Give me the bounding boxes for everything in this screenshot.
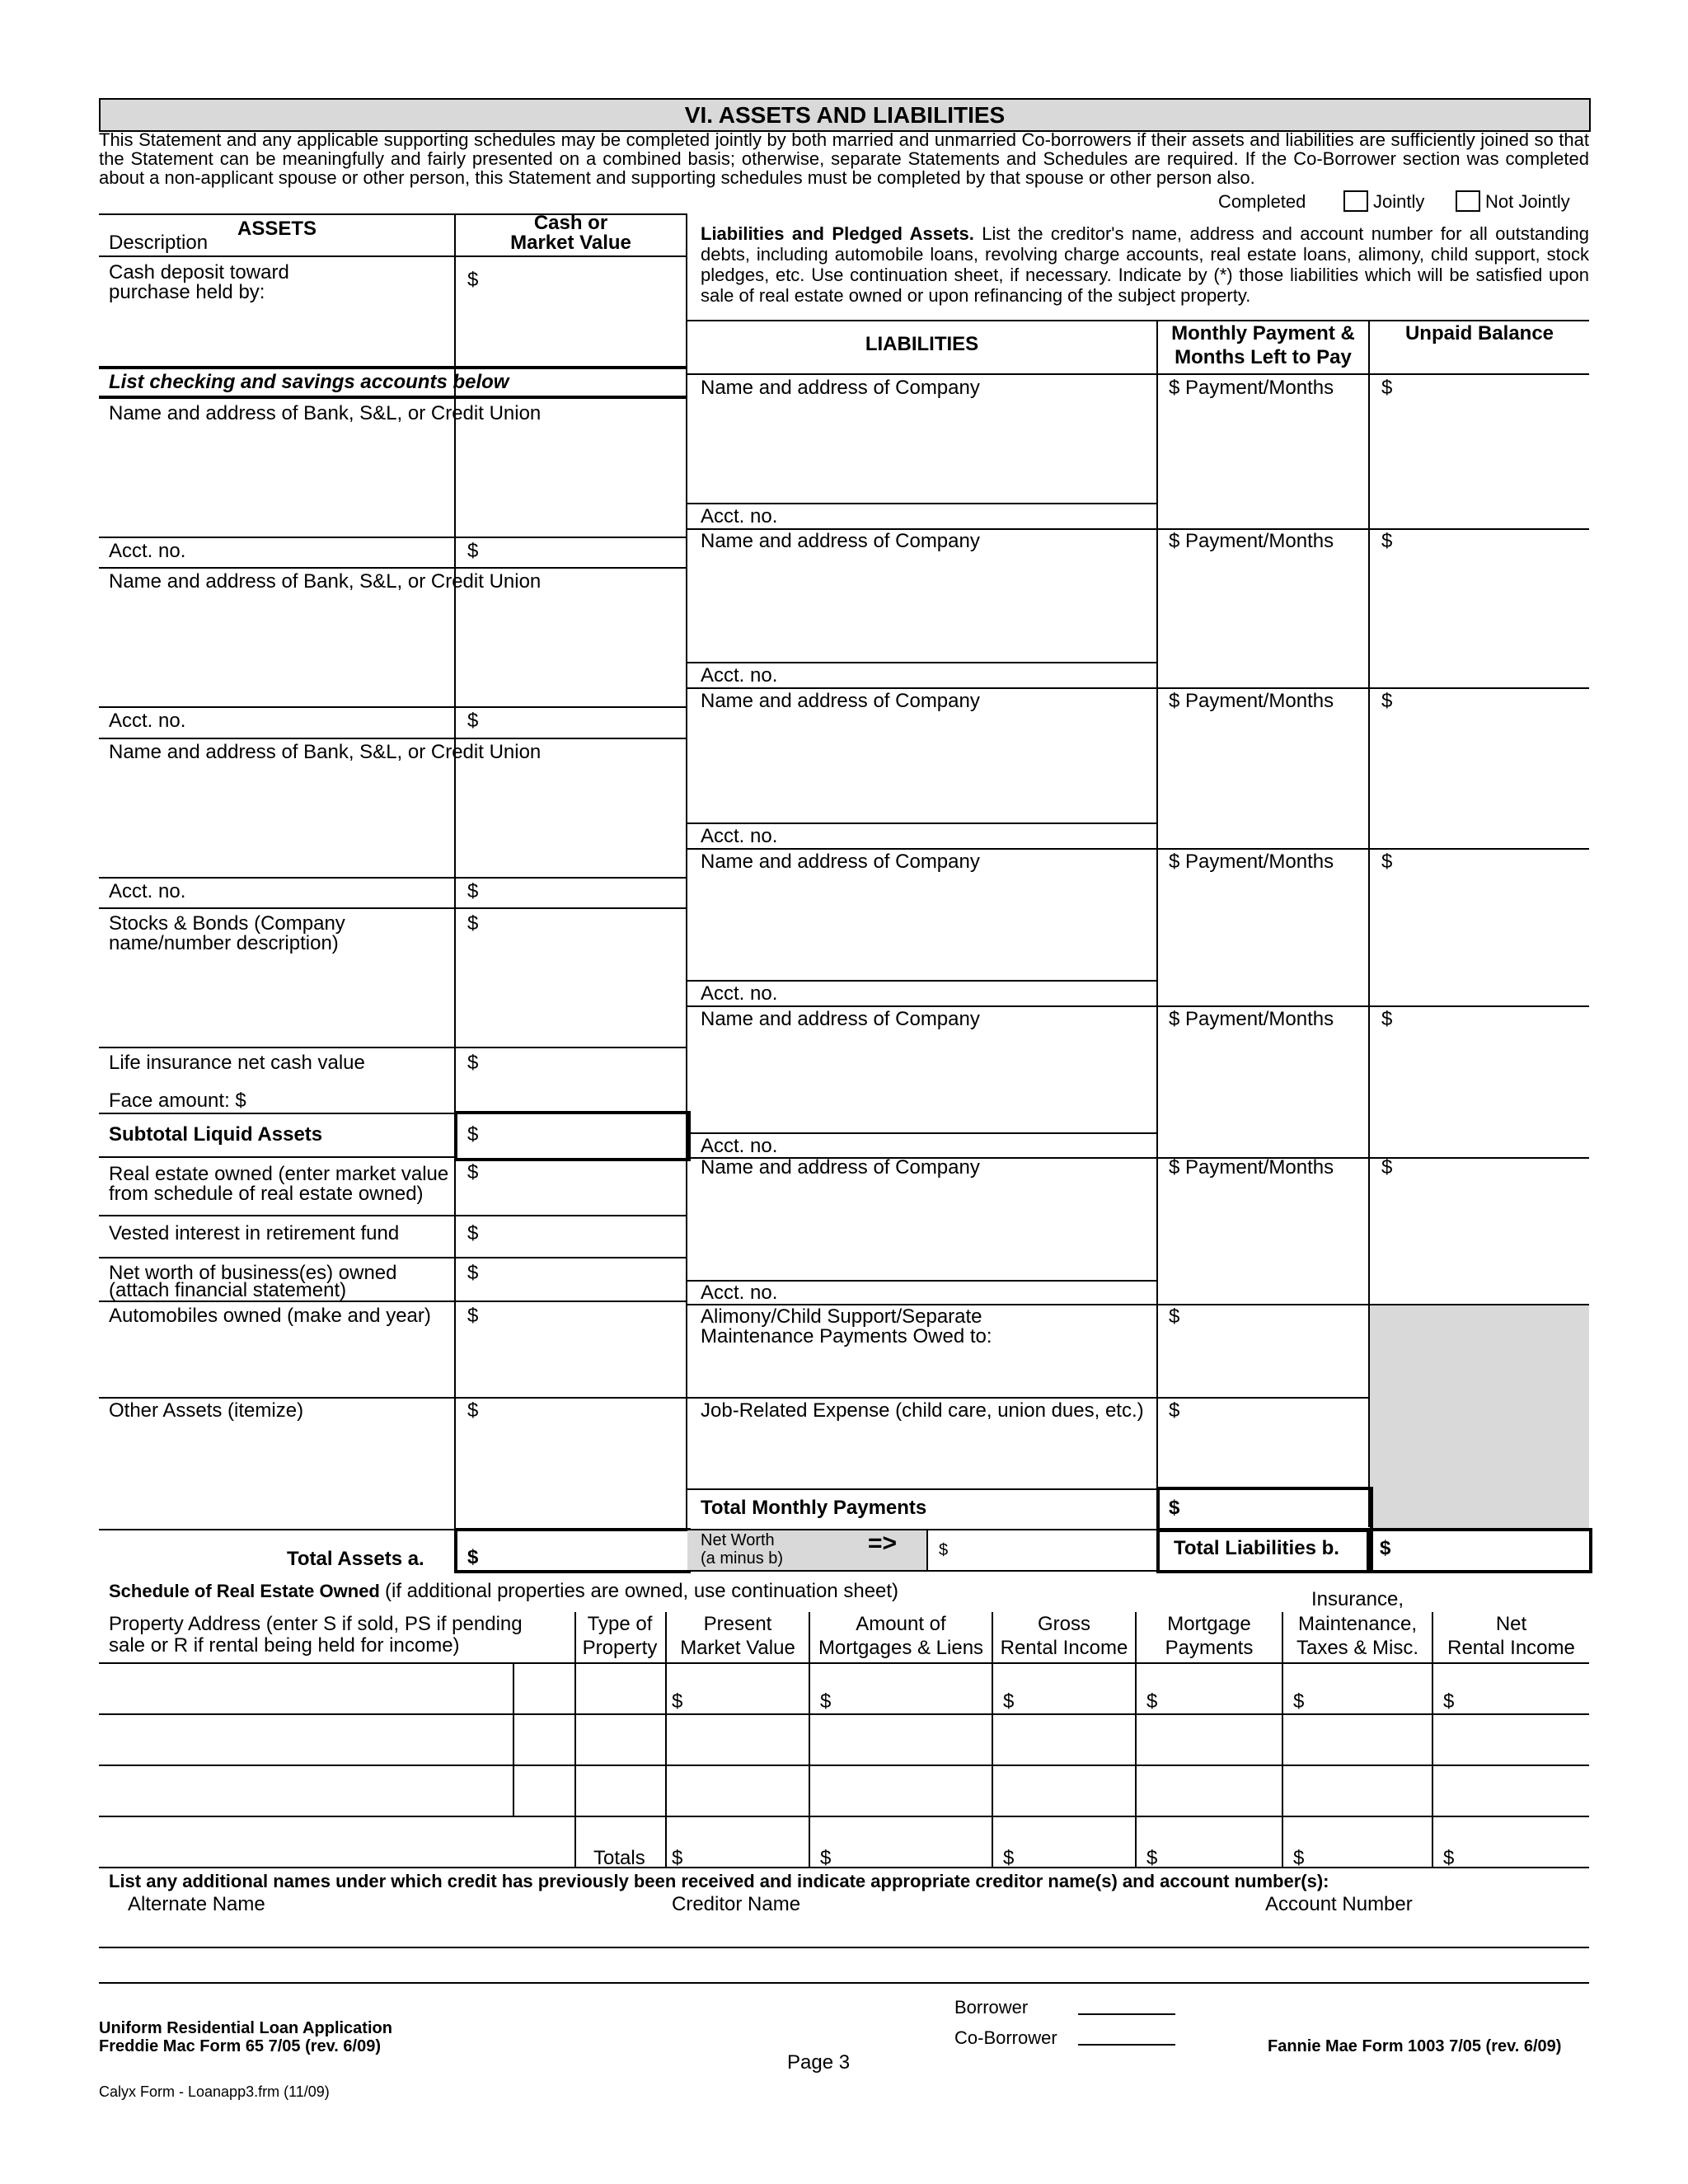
borrower-initials-line[interactable] [1078,2013,1175,2015]
totals-label: Totals [593,1847,645,1869]
footer-co-borrower-label: Co-Borrower [954,2027,1057,2048]
col-type-1: Type of [587,1613,653,1635]
business-dollar[interactable]: $ [467,1262,479,1284]
unpaid-dollar[interactable]: $ [1381,1008,1393,1030]
business-label-2: (attach financial statement) [109,1279,347,1301]
subtotal-liquid-box[interactable] [454,1111,691,1161]
company-name-label: Name and address of Company [701,377,980,399]
unpaid-dollar[interactable]: $ [1381,377,1393,399]
jointly-checkbox[interactable] [1343,190,1368,212]
bank-acct-dollar[interactable]: $ [467,710,479,732]
real-estate-label-2: from schedule of real estate owned) [109,1183,424,1205]
business-label-1: Net worth of business(es) owned [109,1262,397,1284]
payment-months-label[interactable]: $ Payment/Months [1169,851,1334,873]
face-amount-label[interactable]: Face amount: $ [109,1090,246,1112]
description-label: Description [109,232,209,254]
col-insurance-3: Taxes & Misc. [1296,1637,1419,1659]
footer-page: Page 3 [787,2051,851,2074]
bank-name-label: Name and address of Bank, S&L, or Credit Union [109,402,542,424]
company-name-label: Name and address of Company [701,690,980,712]
net-worth-label-1: Net Worth [701,1531,775,1549]
totals-mortgages-dollar[interactable]: $ [820,1847,832,1869]
real-estate-dollar[interactable]: $ [467,1161,479,1183]
bank-name-label: Name and address of Bank, S&L, or Credit Union [109,741,542,763]
unpaid-dollar[interactable]: $ [1381,1156,1393,1179]
liability-acct-label: Acct. no. [701,664,778,687]
monthly-header-1: Monthly Payment & [1171,322,1355,344]
col-present-1: Present [703,1613,772,1635]
insurance-dollar[interactable]: $ [1293,1690,1305,1713]
payment-months-label[interactable]: $ Payment/Months [1169,1008,1334,1030]
totals-insurance-dollar[interactable]: $ [1293,1847,1305,1869]
creditor-name-label: Creditor Name [672,1893,801,1915]
totals-net-dollar[interactable]: $ [1443,1847,1455,1869]
total-assets-dollar: $ [467,1546,479,1568]
account-number-label: Account Number [1265,1893,1413,1915]
company-name-label: Name and address of Company [701,530,980,552]
total-monthly-dollar: $ [1169,1497,1180,1519]
payment-months-label[interactable]: $ Payment/Months [1169,377,1334,399]
total-assets-label: Total Assets a. [287,1548,424,1570]
total-liabilities-dollar: $ [1380,1537,1391,1559]
total-monthly-label: Total Monthly Payments [701,1497,927,1519]
schedule-title: Schedule of Real Estate Owned (if additional properties are owned, use continuation sheet) [109,1580,899,1602]
footer-freddie: Freddie Mac Form 65 7/05 (rev. 6/09) [99,2037,382,2055]
col-address-2: sale or R if rental being held for income) [109,1634,460,1657]
monthly-header-2: Months Left to Pay [1175,346,1352,368]
col-type-2: Property [582,1637,658,1659]
col-net-1: Net [1495,1613,1527,1635]
totals-present-dollar[interactable]: $ [672,1847,683,1869]
bank-name-label: Name and address of Bank, S&L, or Credit Union [109,570,542,593]
payment-months-label[interactable]: $ Payment/Months [1169,530,1334,552]
subtotal-liquid-label: Subtotal Liquid Assets [109,1123,323,1146]
net-worth-arrow: => [868,1530,898,1557]
liabilities-header: LIABILITIES [865,333,979,355]
jointly-label: Jointly [1373,191,1425,212]
mortgages-dollar[interactable]: $ [820,1690,832,1713]
liability-acct-label: Acct. no. [701,1135,778,1157]
col-insurance-1: Insurance, [1311,1588,1404,1610]
col-address-1: Property Address (enter S if sold, PS if pending [109,1613,523,1635]
vested-dollar[interactable]: $ [467,1222,479,1244]
liability-acct-label: Acct. no. [701,825,778,847]
cash-deposit-label-1: Cash deposit toward [109,261,289,284]
payment-months-label[interactable]: $ Payment/Months [1169,1156,1334,1179]
other-assets-dollar[interactable]: $ [467,1399,479,1422]
intro-text: This Statement and any applicable supporting schedules may be completed jointly by both married and unmarried Co-borrowers if their assets and liabilities are sufficiently joined so that the Statement can be meaningfully and fairly presented on a combined basis; otherwise, separate Statements and Schedules are required. If the Co-Borrower section was completed about a non-applicant spouse or other person, this Statement and supporting schedules must be completed by that spouse or other person also. [99,129,1589,188]
col-insurance-2: Maintenance, [1297,1613,1418,1635]
cash-market-header-2: Market Value [510,232,631,254]
cash-deposit-dollar[interactable]: $ [467,269,479,291]
liability-acct-label: Acct. no. [701,1282,778,1304]
section-title: VI. ASSETS AND LIABILITIES [99,98,1591,132]
footer-fannie: Fannie Mae Form 1003 7/05 (rev. 6/09) [1268,2037,1562,2055]
cash-market-header-1: Cash or [533,212,608,234]
footer-form-name: Uniform Residential Loan Application [99,2019,392,2037]
net-worth-label-2: (a minus b) [701,1549,784,1568]
mortgage-payments-dollar[interactable]: $ [1146,1690,1158,1713]
autos-dollar[interactable]: $ [467,1305,479,1327]
not-jointly-label: Not Jointly [1485,191,1570,212]
alternate-name-label: Alternate Name [128,1893,265,1915]
job-related-label: Job-Related Expense (child care, union dues, etc.) [701,1399,1144,1422]
life-insurance-label: Life insurance net cash value [109,1052,365,1074]
alimony-label-1: Alimony/Child Support/Separate [701,1305,982,1328]
bank-acct-label: Acct. no. [109,880,186,902]
total-monthly-box[interactable] [1156,1487,1373,1532]
stocks-label-2: name/number description) [109,932,339,954]
total-liabilities-box[interactable] [1367,1528,1592,1573]
unpaid-dollar[interactable]: $ [1381,690,1393,712]
cash-deposit-label-2: purchase held by: [109,281,265,303]
gross-rental-dollar[interactable]: $ [1003,1690,1015,1713]
col-present-2: Market Value [680,1637,795,1659]
additional-names-instruction: List any additional names under which credit has previously been received and indicate appropriate creditor name(s) and account number(s): [109,1871,1329,1891]
company-name-label: Name and address of Company [701,851,980,873]
totals-gross-dollar[interactable]: $ [1003,1847,1015,1869]
total-liabilities-label: Total Liabilities b. [1174,1537,1339,1559]
job-related-dollar[interactable]: $ [1169,1399,1180,1422]
col-amount-1: Amount of [856,1613,946,1635]
other-assets-label: Other Assets (itemize) [109,1399,304,1422]
bank-acct-label: Acct. no. [109,710,186,732]
alimony-label-2: Maintenance Payments Owed to: [701,1325,992,1347]
col-gross-1: Gross [1037,1613,1090,1635]
total-assets-box[interactable] [454,1528,691,1573]
net-rental-dollar[interactable]: $ [1443,1690,1455,1713]
bank-acct-dollar[interactable]: $ [467,540,479,562]
vested-label: Vested interest in retirement fund [109,1222,400,1244]
payment-months-label[interactable]: $ Payment/Months [1169,690,1334,712]
assets-header: ASSETS [237,218,317,240]
liabilities-intro: Liabilities and Pledged Assets. List the creditor's name, address and account number for all outstanding debts, including automobile loans, revolving charge accounts, real estate loans, alimony, child support, stock pledges, etc. Use continuation sheet, if necessary. Indicate by (*) those liabilities which will be satisfied upon sale of real estate owned or upon refinancing of the subject property. [701,223,1589,306]
life-insurance-dollar[interactable]: $ [467,1052,479,1074]
liability-acct-label: Acct. no. [701,505,778,527]
col-amount-2: Mortgages & Liens [818,1637,984,1659]
col-net-2: Rental Income [1447,1637,1575,1659]
net-worth-dollar[interactable]: $ [939,1541,949,1559]
completed-label: Completed [1218,191,1306,212]
stocks-dollar[interactable]: $ [467,912,479,935]
col-gross-2: Rental Income [1000,1637,1128,1659]
present-value-dollar[interactable]: $ [672,1690,683,1713]
real-estate-label-1: Real estate owned (enter market value [109,1163,449,1185]
col-mortgage-1: Mortgage [1167,1613,1251,1635]
unpaid-dollar[interactable]: $ [1381,851,1393,873]
unpaid-dollar[interactable]: $ [1381,530,1393,552]
list-checking-label: List checking and savings accounts below [109,371,509,393]
footer-borrower-label: Borrower [954,1997,1029,2018]
company-name-label: Name and address of Company [701,1008,980,1030]
unpaid-balance-header: Unpaid Balance [1404,322,1554,344]
company-name-label: Name and address of Company [701,1156,980,1179]
footer-calyx: Calyx Form - Loanapp3.frm (11/09) [99,2083,330,2100]
totals-mortgage-payments-dollar[interactable]: $ [1146,1847,1158,1869]
alimony-dollar[interactable]: $ [1169,1305,1180,1328]
stocks-label-1: Stocks & Bonds (Company [109,912,345,935]
col-mortgage-2: Payments [1165,1637,1254,1659]
bank-acct-dollar[interactable]: $ [467,880,479,902]
liability-acct-label: Acct. no. [701,982,778,1005]
unpaid-shaded-area [1370,1305,1589,1528]
not-jointly-checkbox[interactable] [1456,190,1480,212]
autos-label: Automobiles owned (make and year) [109,1305,431,1327]
subtotal-liquid-dollar: $ [467,1123,479,1146]
bank-acct-label: Acct. no. [109,540,186,562]
co-borrower-initials-line[interactable] [1078,2044,1175,2046]
